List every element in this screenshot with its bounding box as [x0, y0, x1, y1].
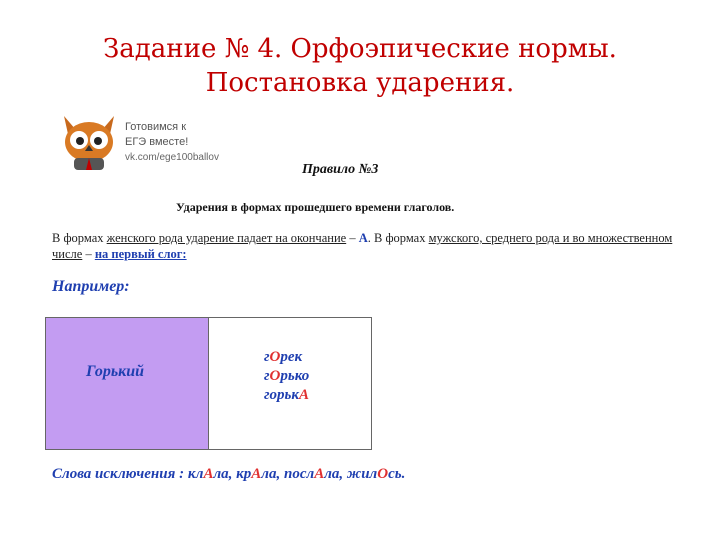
para-part-7: – — [82, 247, 95, 261]
rule-number: Правило №3 — [302, 162, 379, 177]
stress-letter: О — [269, 368, 281, 384]
exception-word: клАла, — [187, 466, 237, 482]
form-item: гОрько — [264, 368, 310, 384]
para-part-4: А — [358, 231, 368, 245]
logo-caption — [125, 120, 219, 165]
para-part-1: В формах — [52, 231, 107, 245]
logo-line-2: ЕГЭ вместе! — [125, 136, 189, 148]
owl-logo-icon — [58, 112, 120, 174]
exception-word: жилОсь. — [346, 466, 406, 482]
exception-word: крАла, — [236, 466, 284, 482]
stress-letter: О — [269, 349, 281, 365]
example-table — [45, 317, 372, 450]
logo-url: vk.com/ege100ballov — [125, 152, 219, 163]
rule-heading: Ударения в формах прошедшего времени глаголов. — [176, 200, 455, 214]
title-line-1: Задание № 4. Орфоэпические нормы. — [103, 34, 617, 64]
exception-word: послАла, — [284, 466, 347, 482]
rule-paragraph — [52, 230, 684, 262]
slide-title — [0, 32, 720, 100]
stress-letter: А — [299, 387, 310, 403]
para-part-8: на первый слог: — [94, 247, 187, 261]
example-word-cell — [46, 318, 209, 449]
exceptions-separator: : — [175, 466, 188, 482]
forms-list — [264, 348, 309, 405]
title-line-2: Постановка ударения. — [205, 68, 515, 98]
form-item: горькА — [264, 387, 310, 403]
exceptions-line — [52, 466, 405, 483]
para-part-5: . В формах — [367, 231, 429, 245]
para-part-2: женского рода ударение падает на окончание — [106, 231, 347, 245]
para-part-6: мужского, среднего рода и во множественном числе — [52, 231, 673, 261]
exceptions-label: Слова исключения — [52, 466, 176, 482]
example-forms-cell — [209, 318, 371, 449]
form-item: гОрек — [264, 349, 303, 365]
para-part-3: – — [346, 231, 359, 245]
logo-line-1: Готовимся к — [125, 121, 187, 133]
example-label: Например: — [52, 278, 130, 295]
example-word: Горький — [86, 363, 145, 380]
